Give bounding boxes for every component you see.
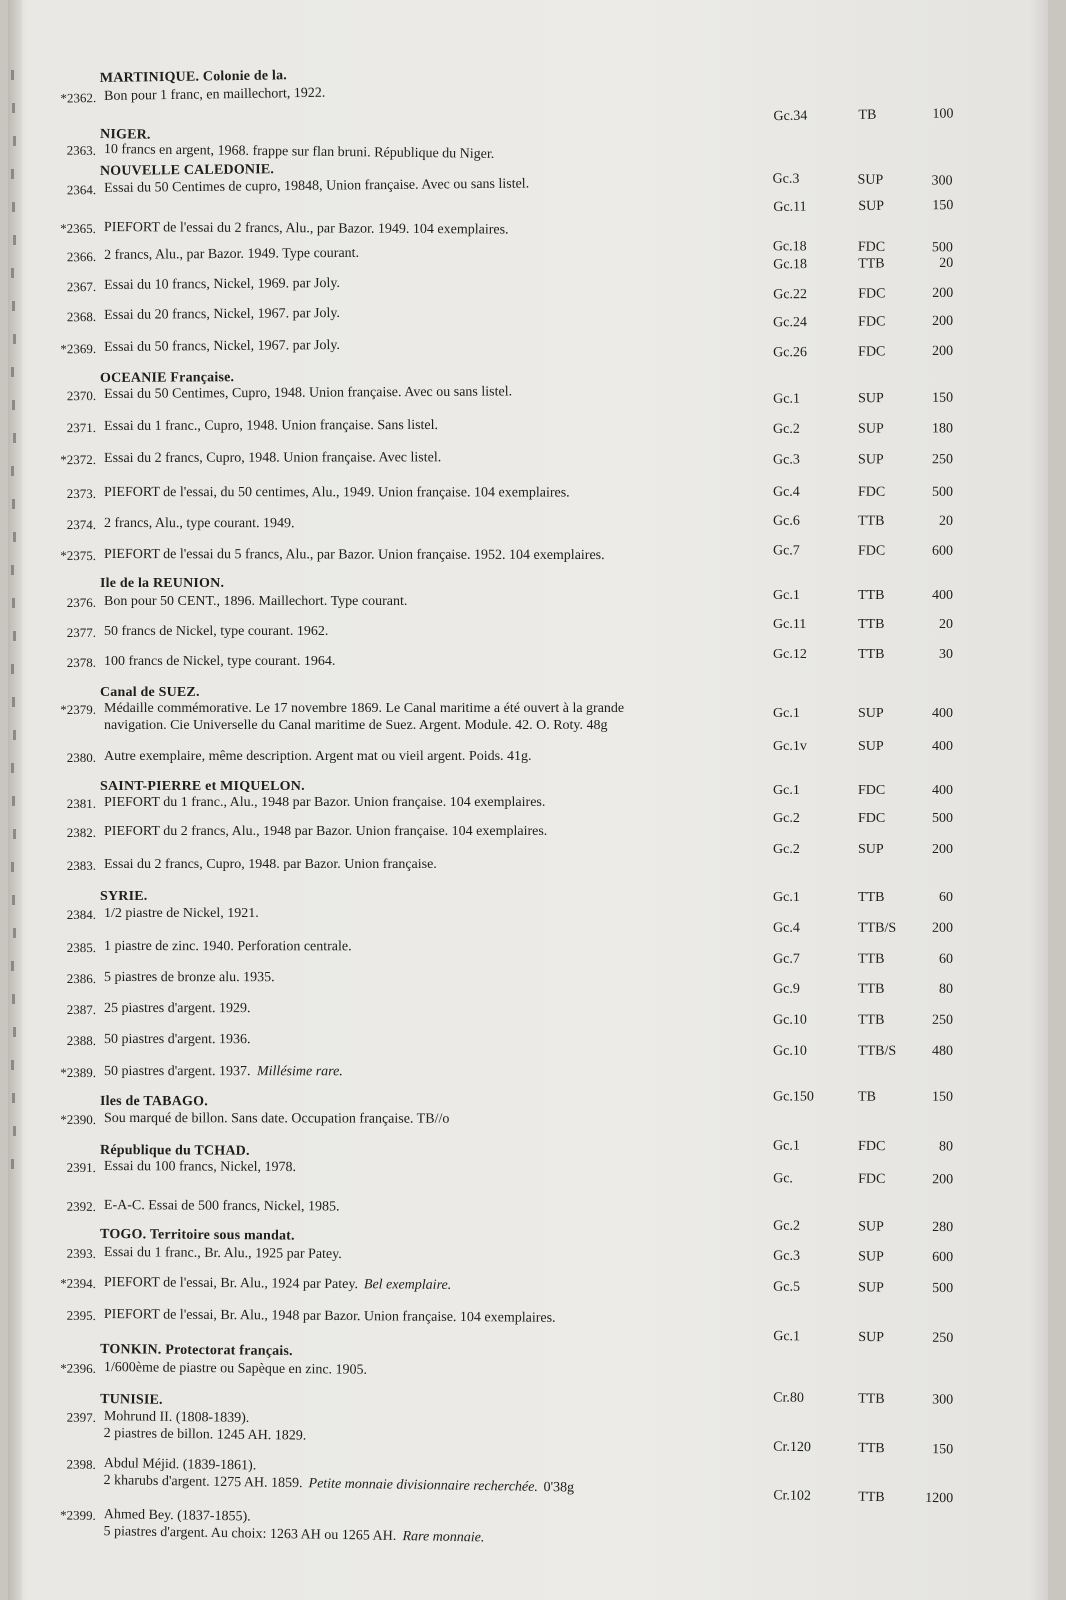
lot-number: *2394. bbox=[60, 1275, 96, 1291]
estimate-price: 400 bbox=[932, 739, 953, 754]
lot-number: *2365. bbox=[60, 220, 96, 236]
condition-grade: TTB bbox=[858, 951, 885, 967]
lot-number: 2398. bbox=[66, 1456, 96, 1472]
lot-number: 2366. bbox=[66, 249, 97, 265]
lot-description: 5 piastres de bronze alu. 1935. bbox=[103, 970, 275, 986]
lot-number: 2371. bbox=[66, 420, 97, 436]
lot-description-line-2: 5 piastres d'argent. Au choix: 1263 AH ou 1265 AH. bbox=[103, 1524, 397, 1544]
catalogue-reference: Gc.2 bbox=[773, 421, 800, 437]
lot-number: 2392. bbox=[66, 1198, 96, 1214]
lot-description: 1/2 piastre de Nickel, 1921. bbox=[104, 906, 259, 921]
lot-description: 25 piastres d'argent. 1929. bbox=[103, 1001, 251, 1017]
condition-grade: TB bbox=[858, 1089, 876, 1105]
lot-description-line-2: 2 piastres de billon. 1245 AH. 1829. bbox=[103, 1426, 307, 1444]
condition-grade: TTB bbox=[858, 588, 885, 603]
lot-description: Essai du 50 Centimes de cupro, 19848, Union française. Avec ou sans listel. bbox=[104, 176, 530, 196]
catalogue-reference: Gc.4 bbox=[773, 920, 800, 936]
lot-number: *2362. bbox=[60, 90, 97, 106]
condition-grade: SUP bbox=[858, 1329, 885, 1346]
lot-section-heading: Iles de TABAGO. bbox=[100, 1094, 208, 1110]
catalogue-reference: Gc.2 bbox=[773, 842, 800, 857]
lot-section-heading: TUNISIE. bbox=[100, 1392, 163, 1408]
lot-description: 50 piastres d'argent. 1936. bbox=[103, 1032, 251, 1048]
estimate-price: 250 bbox=[932, 1012, 954, 1028]
lot-description: PIEFORT de l'essai, Br. Alu., 1948 par Bazor. Union française. 104 exemplaires. bbox=[103, 1307, 556, 1326]
lot-number: 2384. bbox=[66, 907, 96, 922]
lot-description: Autre exemplaire, même description. Argent mat ou vieil argent. Poids. 41g. bbox=[104, 749, 532, 764]
catalogue-reference: Gc.1v bbox=[773, 739, 807, 754]
estimate-price: 150 bbox=[932, 390, 954, 406]
catalogue-reference: Gc.3 bbox=[773, 1248, 801, 1264]
lot-section-heading: MARTINIQUE. Colonie de la. bbox=[99, 68, 288, 87]
catalogue-reference: Gc.34 bbox=[773, 108, 808, 125]
lot-number: *2396. bbox=[60, 1360, 96, 1376]
lot-description: Essai du 2 francs, Cupro, 1948. Union française. Avec listel. bbox=[104, 450, 442, 466]
lot-number: *2372. bbox=[60, 452, 97, 468]
estimate-price: 280 bbox=[932, 1219, 954, 1236]
estimate-price: 150 bbox=[932, 1089, 954, 1105]
condition-grade: TTB bbox=[858, 1391, 885, 1407]
lot-number: 2391. bbox=[66, 1159, 96, 1175]
estimate-price: 400 bbox=[932, 783, 953, 798]
lot-description: Essai du 100 francs, Nickel, 1978. bbox=[103, 1159, 297, 1176]
catalogue-reference: Gc.10 bbox=[773, 1043, 807, 1059]
condition-grade: TTB bbox=[858, 981, 885, 997]
lot-number: *2399. bbox=[59, 1507, 96, 1523]
lot-description: 50 piastres d'argent. 1937. bbox=[103, 1064, 251, 1080]
lot-number: 2386. bbox=[66, 970, 96, 986]
lot-number: 2368. bbox=[66, 309, 97, 325]
lot-number: 2364. bbox=[66, 182, 97, 198]
lot-note: Rare monnaie. bbox=[402, 1529, 485, 1546]
lot-description: PIEFORT du 2 francs, Alu., 1948 par Bazor. Union française. 104 exemplaires. bbox=[104, 824, 548, 839]
condition-grade: TTB bbox=[858, 647, 885, 662]
lot-number: 2397. bbox=[66, 1409, 96, 1425]
lot-description-line-2: 2 kharubs d'argent. 1275 AH. 1859. bbox=[103, 1473, 303, 1492]
condition-grade: SUP bbox=[858, 706, 884, 721]
estimate-price: 80 bbox=[939, 1139, 954, 1155]
condition-grade: SUP bbox=[858, 1280, 884, 1296]
estimate-price: 400 bbox=[932, 706, 953, 721]
catalogue-reference: Gc.9 bbox=[773, 981, 800, 997]
catalogue-reference: Gc.1 bbox=[773, 588, 800, 603]
lot-number: 2383. bbox=[66, 858, 96, 873]
estimate-price: 500 bbox=[931, 240, 953, 256]
catalogue-reference: Gc.5 bbox=[773, 1279, 801, 1295]
condition-grade: SUP bbox=[858, 391, 884, 407]
lot-section-heading: SAINT-PIERRE et MIQUELON. bbox=[100, 779, 305, 794]
estimate-price: 400 bbox=[932, 588, 953, 603]
lot-description-line-2: navigation. Cie Universelle du Canal maritime de Suez. Argent. Module. 42. O. Roty. 48g bbox=[104, 718, 608, 733]
catalogue-reference: Gc.10 bbox=[773, 1012, 807, 1028]
lot-description: Bon pour 50 CENT., 1896. Maillechort. Type courant. bbox=[104, 594, 408, 609]
catalogue-reference: Gc.24 bbox=[773, 315, 808, 331]
lot-number: 2385. bbox=[66, 939, 96, 955]
condition-grade: SUP bbox=[858, 198, 885, 215]
condition-grade: SUP bbox=[858, 1219, 884, 1235]
catalogue-reference: Cr.120 bbox=[773, 1439, 812, 1456]
estimate-price: 20 bbox=[939, 617, 953, 632]
catalogue-reference: Gc.1 bbox=[773, 706, 800, 721]
estimate-price: 500 bbox=[931, 484, 953, 500]
catalogue-reference: Gc.18 bbox=[773, 257, 808, 273]
lot-number: 2393. bbox=[66, 1245, 96, 1261]
lot-description: Bon pour 1 franc, en maillechort, 1922. bbox=[104, 85, 326, 104]
lot-description: 2 francs, Alu., type courant. 1949. bbox=[103, 516, 295, 532]
estimate-price: 200 bbox=[932, 313, 954, 330]
estimate-price: 60 bbox=[939, 951, 954, 967]
condition-grade: TB bbox=[858, 107, 877, 123]
lot-section-heading: République du TCHAD. bbox=[100, 1143, 250, 1159]
condition-grade: FDC bbox=[858, 344, 886, 360]
estimate-price: 200 bbox=[932, 285, 954, 302]
lot-number: 2374. bbox=[66, 516, 96, 532]
lot-description: 2 francs, Alu., par Bazor. 1949. Type courant. bbox=[104, 245, 360, 263]
condition-grade: FDC bbox=[857, 543, 886, 559]
lot-entry bbox=[7, 0, 1047, 125]
estimate-price: 600 bbox=[931, 543, 954, 559]
lot-number: 2363. bbox=[66, 142, 96, 158]
catalogue-reference: Gc.18 bbox=[772, 239, 807, 255]
catalogue-reference: Gc.7 bbox=[772, 543, 800, 559]
lot-description: Ahmed Bey. (1837-1855). bbox=[103, 1507, 251, 1525]
catalogue-reference: Gc.11 bbox=[773, 199, 807, 215]
lot-description: 10 francs en argent, 1968. frappe sur flan bruni. République du Niger. bbox=[103, 142, 495, 162]
condition-grade: TTB bbox=[858, 890, 885, 905]
estimate-price: 20 bbox=[938, 513, 954, 529]
lot-note: Millésime rare. bbox=[256, 1064, 343, 1080]
catalogue-reference: Gc.1 bbox=[773, 1138, 800, 1154]
lot-number: *2389. bbox=[60, 1064, 96, 1080]
lot-number: 2382. bbox=[66, 825, 96, 840]
estimate-price: 250 bbox=[932, 1330, 954, 1346]
estimate-price: 200 bbox=[932, 1172, 954, 1188]
lot-description: PIEFORT de l'essai, Br. Alu., 1924 par Patey. bbox=[103, 1275, 359, 1293]
lot-description: PIEFORT de l'essai du 5 francs, Alu., par Bazor. Union française. 1952. 104 exemplaires. bbox=[103, 547, 605, 564]
catalogue-reference: Gc.6 bbox=[772, 513, 800, 529]
lot-number: 2370. bbox=[66, 388, 97, 404]
estimate-price: 150 bbox=[932, 1442, 954, 1458]
estimate-price: 200 bbox=[932, 343, 954, 360]
lot-section-heading: NIGER. bbox=[99, 127, 151, 143]
estimate-price: 180 bbox=[932, 421, 954, 437]
estimate-price: 150 bbox=[932, 198, 954, 214]
condition-grade: FDC bbox=[857, 239, 886, 255]
lot-description: Essai du 10 francs, Nickel, 1969. par Joly. bbox=[104, 275, 341, 293]
lot-description: Mohrund II. (1808-1839). bbox=[103, 1409, 250, 1426]
lot-number: *2375. bbox=[60, 547, 96, 563]
lot-number: 2387. bbox=[66, 1001, 96, 1017]
lot-number: *2390. bbox=[60, 1111, 96, 1127]
lot-section-heading: SYRIE. bbox=[100, 889, 148, 904]
condition-grade: TTB bbox=[858, 1489, 885, 1506]
estimate-price: 200 bbox=[932, 920, 954, 936]
page-shadow bbox=[1030, 0, 1048, 1600]
lot-description: Essai du 50 francs, Nickel, 1967. par Joly. bbox=[104, 337, 341, 355]
condition-grade: FDC bbox=[858, 811, 886, 826]
estimate-price: 500 bbox=[932, 1280, 954, 1297]
catalogue-page bbox=[8, 0, 1048, 1600]
condition-grade: SUP bbox=[858, 842, 884, 857]
lot-number: 2367. bbox=[66, 279, 97, 295]
catalogue-reference: Gc.1 bbox=[773, 890, 800, 905]
lot-section-heading: OCEANIE Française. bbox=[99, 370, 235, 386]
estimate-price: 250 bbox=[932, 452, 954, 468]
lot-number: *2379. bbox=[60, 702, 96, 717]
condition-grade: TTB bbox=[858, 1440, 885, 1457]
estimate-price: 300 bbox=[931, 173, 953, 189]
lot-number: 2373. bbox=[66, 485, 96, 501]
catalogue-reference: Cr.102 bbox=[773, 1488, 812, 1504]
lot-note: Bel exemplaire. bbox=[363, 1277, 452, 1293]
condition-grade: FDC bbox=[858, 286, 886, 302]
lot-number: 2378. bbox=[66, 655, 96, 670]
condition-grade: TTB bbox=[858, 1012, 885, 1028]
lot-description: 1/600ème de piastre ou Sapèque en zinc. 1905. bbox=[103, 1360, 368, 1378]
condition-grade: TTB/S bbox=[858, 920, 897, 936]
catalogue-reference: Gc.1 bbox=[773, 783, 800, 798]
lot-number: 2380. bbox=[66, 750, 96, 765]
lot-description: Médaille commémorative. Le 17 novembre 1869. Le Canal maritime a été ouvert à la grande bbox=[104, 701, 625, 716]
estimate-price: 80 bbox=[939, 981, 954, 997]
lot-section-heading: Ile de la REUNION. bbox=[100, 576, 225, 591]
catalogue-reference: Gc.3 bbox=[772, 171, 800, 187]
lot-number: 2395. bbox=[66, 1307, 96, 1323]
condition-grade: FDC bbox=[858, 314, 886, 330]
lot-weight: 0'38g bbox=[543, 1479, 575, 1496]
estimate-price: 1200 bbox=[925, 1490, 954, 1507]
catalogue-reference: Gc.7 bbox=[773, 951, 800, 967]
estimate-price: 100 bbox=[932, 106, 954, 122]
estimate-price: 60 bbox=[939, 890, 953, 905]
condition-grade: TTB bbox=[858, 256, 885, 272]
catalogue-reference: Gc.1 bbox=[773, 391, 800, 407]
lot-description: 50 francs de Nickel, type courant. 1962. bbox=[104, 624, 329, 639]
lot-section-heading: TONKIN. Protectorat français. bbox=[100, 1342, 293, 1360]
catalogue-reference: Gc.4 bbox=[772, 484, 800, 500]
condition-grade: FDC bbox=[858, 1138, 886, 1155]
lot-number: 2377. bbox=[66, 625, 96, 640]
lot-description: Essai du 50 Centimes, Cupro, 1948. Union française. Avec ou sans listel. bbox=[104, 384, 513, 402]
catalogue-reference: Gc.1 bbox=[773, 1329, 801, 1345]
condition-grade: FDC bbox=[858, 1171, 886, 1187]
lot-section-heading: NOUVELLE CALEDONIE. bbox=[99, 162, 275, 180]
catalogue-reference: Gc.22 bbox=[773, 287, 808, 303]
lot-number: 2388. bbox=[66, 1032, 96, 1048]
estimate-price: 200 bbox=[932, 842, 953, 857]
lot-description: PIEFORT de l'essai du 2 francs, Alu., par Bazor. 1949. 104 exemplaires. bbox=[103, 220, 509, 238]
lot-description: 1 piastre de zinc. 1940. Perforation centrale. bbox=[103, 939, 352, 955]
catalogue-reference: Gc.3 bbox=[773, 452, 800, 468]
condition-grade: FDC bbox=[857, 484, 886, 500]
catalogue-reference: Gc.26 bbox=[773, 345, 808, 361]
condition-grade: SUP bbox=[858, 452, 884, 468]
lot-description: E-A-C. Essai de 500 francs, Nickel, 1985. bbox=[103, 1198, 340, 1215]
catalogue-reference: Gc. bbox=[773, 1171, 794, 1187]
condition-grade: SUP bbox=[858, 421, 884, 437]
lot-section-heading: TOGO. Territoire sous mandat. bbox=[100, 1227, 295, 1244]
condition-grade: SUP bbox=[858, 739, 884, 754]
condition-grade: TTB bbox=[858, 617, 885, 632]
lot-description: Sou marqué de billon. Sans date. Occupation française. TB//o bbox=[103, 1111, 450, 1127]
lot-description: Abdul Méjid. (1839-1861). bbox=[103, 1456, 257, 1474]
lot-description: PIEFORT du 1 franc., Alu., 1948 par Bazor. Union française. 104 exemplaires. bbox=[104, 795, 546, 810]
lot-description: Essai du 1 franc., Cupro, 1948. Union française. Sans listel. bbox=[104, 417, 439, 434]
lot-description: Essai du 2 francs, Cupro, 1948. par Bazor. Union française. bbox=[104, 857, 437, 872]
catalogue-reference: Gc.12 bbox=[773, 647, 807, 662]
estimate-price: 30 bbox=[939, 647, 953, 662]
lot-number: *2369. bbox=[60, 341, 97, 357]
condition-grade: FDC bbox=[858, 783, 886, 798]
lot-list bbox=[8, 0, 1048, 1600]
lot-description: Essai du 1 franc., Br. Alu., 1925 par Patey. bbox=[103, 1245, 342, 1263]
lot-note: Petite monnaie divisionnaire recherchée. bbox=[308, 1476, 539, 1495]
lot-description: 100 francs de Nickel, type courant. 1964. bbox=[104, 654, 336, 669]
lot-description: PIEFORT de l'essai, du 50 centimes, Alu., 1949. Union française. 104 exemplaires. bbox=[103, 485, 570, 501]
catalogue-reference: Gc.11 bbox=[773, 617, 807, 632]
estimate-price: 600 bbox=[932, 1249, 954, 1266]
lot-description: Essai du 20 francs, Nickel, 1967. par Joly. bbox=[104, 305, 341, 323]
condition-grade: SUP bbox=[858, 1249, 884, 1265]
lot-number: 2381. bbox=[66, 796, 96, 811]
estimate-price: 20 bbox=[939, 255, 954, 271]
catalogue-reference: Gc.2 bbox=[773, 1218, 801, 1234]
condition-grade: TTB/S bbox=[858, 1043, 897, 1059]
catalogue-reference: Gc.150 bbox=[773, 1089, 814, 1105]
estimate-price: 500 bbox=[932, 811, 953, 826]
condition-grade: SUP bbox=[857, 172, 884, 188]
condition-grade: TTB bbox=[857, 513, 885, 529]
lot-number: 2376. bbox=[66, 595, 96, 610]
catalogue-reference: Cr.80 bbox=[773, 1390, 805, 1406]
estimate-price: 480 bbox=[932, 1043, 954, 1059]
catalogue-reference: Gc.2 bbox=[773, 811, 800, 826]
estimate-price: 300 bbox=[932, 1392, 954, 1408]
lot-section-heading: Canal de SUEZ. bbox=[100, 685, 200, 700]
